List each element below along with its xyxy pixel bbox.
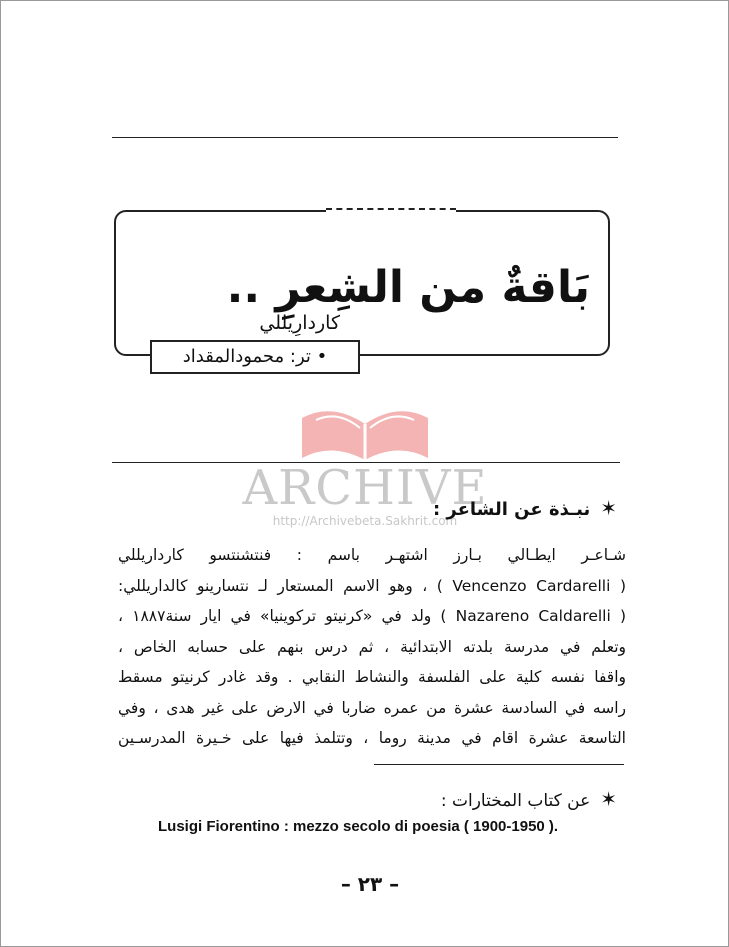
watermark-text: ARCHIVE	[242, 460, 488, 516]
star-icon: ✶	[600, 496, 617, 520]
body-line: ( Vencenzo Cardarelli ) ، وهو الاسم المستعار لـ نتسارينو كالداريللي:	[118, 576, 626, 595]
body-line: التاسعة عشرة اقام في مدينة روما ، وتتلمذ فيها على خـيرة المدرسـين	[118, 729, 626, 747]
star-icon: ✶	[600, 787, 617, 811]
body-line: وتعلم في مدرسة بلدته الابتدائية ، ثم درس بنهم على حسابه الخاص ،	[118, 637, 626, 656]
source-heading	[441, 787, 617, 811]
watermark-book-icon	[298, 400, 432, 462]
watermark-url: http://Archivebeta.Sakhrit.com	[272, 514, 458, 528]
section-rule	[112, 462, 620, 463]
body-paragraph	[118, 540, 626, 754]
translator-credit: • تر: محمودالمقداد	[150, 340, 360, 374]
footnote-rule	[374, 764, 624, 765]
body-line: راسه في السادسة عشرة من عمره ضاربا في الارض على غير هدى ، وفي	[118, 698, 626, 717]
source-heading-text: عن كتاب المختارات :	[440, 791, 591, 811]
source-citation: Lusigi Fiorentino : mezzo secolo di poesia ( 1900-1950 ).	[158, 818, 559, 835]
page-number: – ٢٣ –	[340, 872, 400, 896]
body-line: واقفا نفسه كلية على الفلسفة والنشاط النقابي . وقد غادر كرنيتو مسقط	[118, 668, 626, 686]
section-heading-text: نبـذة عن الشاعر :	[432, 499, 591, 520]
section-heading	[433, 496, 617, 520]
title-box-dashed-edge	[326, 208, 456, 216]
article-title: بَاقةٌ من الشِعرِ ..	[226, 262, 590, 313]
poet-name: كاردارِيللي	[259, 312, 340, 334]
body-line: ( Nazareno Caldarelli ) ولد في «كرنيتو تركوينيا» في ايار سنة١٨٨٧ ،	[118, 607, 626, 625]
body-line: شـاعـر ايطـالي بـارز اشتهـر باسم : فنتشنتسو كارداريللي	[118, 546, 626, 564]
top-rule	[112, 137, 618, 138]
